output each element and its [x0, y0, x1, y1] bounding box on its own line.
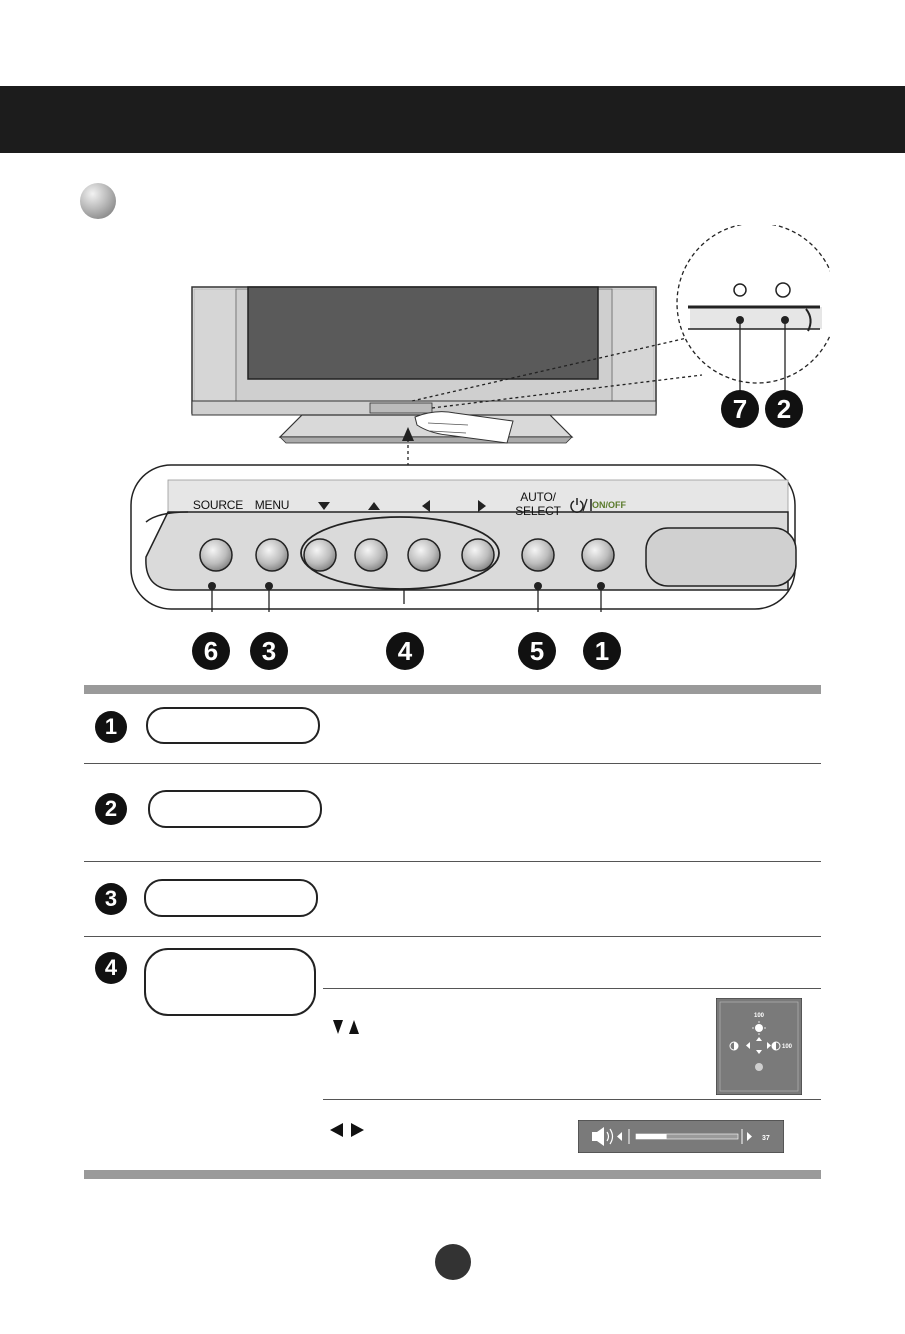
right-button — [462, 539, 494, 571]
menu-button — [256, 539, 288, 571]
down-button — [304, 539, 336, 571]
row-divider — [84, 861, 821, 862]
left-right-arrows-icon — [328, 1121, 368, 1139]
brightness-contrast-osd — [716, 998, 802, 1095]
sub-row-divider — [323, 988, 821, 989]
right-speaker — [612, 289, 654, 411]
brightness-down-icon — [755, 1063, 763, 1071]
row-bullet-1: 1 — [95, 711, 127, 743]
volume-level-fill — [636, 1134, 667, 1139]
power-icon — [571, 498, 591, 512]
row-4-label-pill — [144, 948, 316, 1016]
header-bar — [0, 86, 905, 153]
source-label: SOURCE — [192, 498, 244, 512]
up-down-arrows-icon — [331, 1018, 365, 1036]
monitor-screen — [248, 287, 598, 379]
callout-6: 6 — [192, 632, 230, 670]
brightness-up-icon — [755, 1024, 763, 1032]
volume-value: 37 — [762, 1135, 770, 1142]
page-number-badge — [435, 1244, 471, 1280]
sub-row-divider — [323, 1099, 821, 1100]
row-2-label-pill — [148, 790, 322, 828]
power-indicator-led — [734, 284, 746, 296]
row-divider — [84, 763, 821, 764]
up-button — [355, 539, 387, 571]
table-top-rule — [84, 685, 821, 694]
row-1-label-pill — [146, 707, 320, 744]
row-bullet-3: 3 — [95, 883, 127, 915]
on-off-label: ON/OFF — [592, 500, 626, 510]
left-speaker — [194, 289, 236, 411]
row-bullet-2: 2 — [95, 793, 127, 825]
zoom-circle — [677, 225, 830, 383]
monitor-illustration — [130, 225, 830, 485]
power-button — [582, 539, 614, 571]
auto-select-button — [522, 539, 554, 571]
triangle-right-icon — [478, 500, 486, 512]
row-divider — [84, 936, 821, 937]
triangle-down-icon — [318, 502, 330, 510]
callout-7: 7 — [721, 390, 759, 428]
callout-2: 2 — [765, 390, 803, 428]
section-bullet-icon — [80, 183, 116, 219]
triangle-left-icon — [422, 500, 430, 512]
remote-sensor — [776, 283, 790, 297]
left-button — [408, 539, 440, 571]
callout-5: 5 — [518, 632, 556, 670]
contrast-value: 100 — [782, 1044, 793, 1050]
panel-buttons — [128, 462, 798, 612]
triangle-up-icon — [368, 502, 380, 510]
row-bullet-4: 4 — [95, 952, 127, 984]
source-button — [200, 539, 232, 571]
volume-osd — [578, 1120, 784, 1153]
auto-select-label: AUTO/ SELECT — [515, 490, 561, 518]
brightness-value: 100 — [754, 1013, 765, 1019]
menu-label: MENU — [254, 498, 290, 512]
callout-4: 4 — [386, 632, 424, 670]
row-3-label-pill — [144, 879, 318, 917]
table-bottom-rule — [84, 1170, 821, 1179]
callout-3: 3 — [250, 632, 288, 670]
callout-1: 1 — [583, 632, 621, 670]
